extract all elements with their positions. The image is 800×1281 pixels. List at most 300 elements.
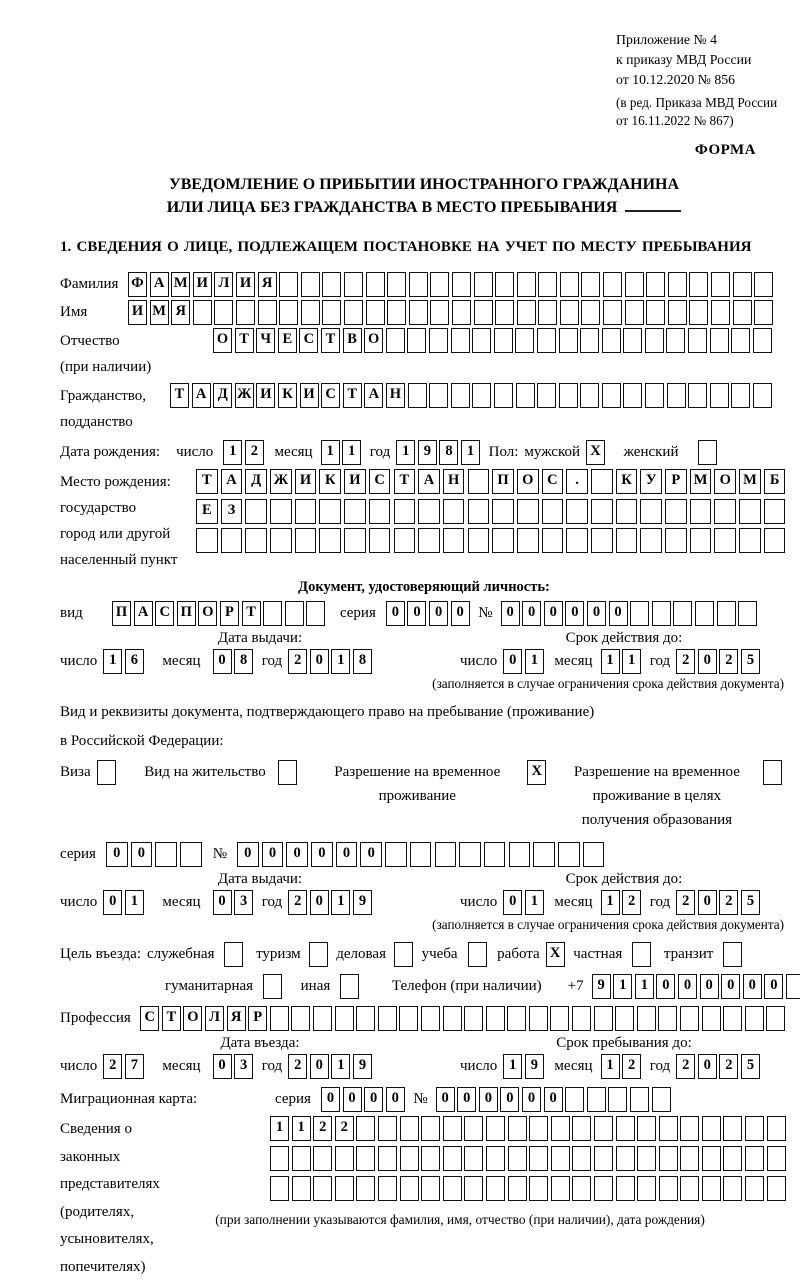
char-box[interactable] bbox=[292, 1176, 311, 1201]
char-box[interactable]: Р bbox=[220, 601, 239, 626]
char-box[interactable] bbox=[97, 760, 116, 785]
representatives-row1-boxes[interactable] bbox=[270, 1116, 800, 1141]
purpose-official-checkbox[interactable] bbox=[224, 942, 246, 967]
purpose-work-checkbox[interactable] bbox=[546, 942, 568, 967]
char-box[interactable]: 0 bbox=[451, 601, 470, 626]
char-box[interactable] bbox=[754, 272, 773, 297]
purpose-other-checkbox[interactable] bbox=[340, 974, 362, 999]
char-box[interactable] bbox=[399, 1006, 418, 1031]
char-box[interactable] bbox=[400, 1146, 419, 1171]
char-box[interactable] bbox=[517, 300, 536, 325]
char-box[interactable]: 1 bbox=[396, 440, 415, 465]
char-box[interactable] bbox=[394, 499, 416, 524]
representatives-row3-boxes[interactable] bbox=[270, 1176, 800, 1201]
char-box[interactable] bbox=[766, 1006, 785, 1031]
char-box[interactable] bbox=[688, 383, 707, 408]
char-box[interactable] bbox=[486, 1176, 505, 1201]
char-box[interactable] bbox=[443, 1146, 462, 1171]
char-box[interactable] bbox=[702, 1146, 721, 1171]
char-box[interactable] bbox=[542, 528, 564, 553]
char-box[interactable] bbox=[739, 528, 761, 553]
char-box[interactable]: Б bbox=[764, 469, 786, 494]
char-box[interactable] bbox=[698, 440, 717, 465]
char-box[interactable]: 0 bbox=[698, 649, 717, 674]
char-box[interactable] bbox=[344, 272, 363, 297]
char-box[interactable] bbox=[594, 1006, 613, 1031]
char-box[interactable]: С bbox=[140, 1006, 159, 1031]
char-box[interactable] bbox=[180, 842, 202, 867]
char-box[interactable]: 1 bbox=[223, 440, 242, 465]
char-box[interactable] bbox=[464, 1176, 483, 1201]
entry-day-boxes[interactable] bbox=[103, 1054, 146, 1079]
birthplace-row3-boxes[interactable] bbox=[196, 528, 789, 553]
char-box[interactable] bbox=[637, 1146, 656, 1171]
char-box[interactable] bbox=[767, 1116, 786, 1141]
char-box[interactable] bbox=[745, 1116, 764, 1141]
purpose-transit-checkbox[interactable] bbox=[723, 942, 745, 967]
char-box[interactable] bbox=[515, 328, 534, 353]
char-box[interactable]: Т bbox=[162, 1006, 181, 1031]
char-box[interactable] bbox=[714, 499, 736, 524]
char-box[interactable] bbox=[616, 528, 638, 553]
char-box[interactable]: М bbox=[690, 469, 712, 494]
char-box[interactable]: И bbox=[295, 469, 317, 494]
char-box[interactable] bbox=[378, 1176, 397, 1201]
char-box[interactable]: 1 bbox=[125, 890, 144, 915]
char-box[interactable] bbox=[468, 528, 490, 553]
char-box[interactable]: И bbox=[256, 383, 275, 408]
char-box[interactable]: К bbox=[616, 469, 638, 494]
char-box[interactable]: И bbox=[236, 272, 255, 297]
char-box[interactable]: 1 bbox=[342, 440, 361, 465]
char-box[interactable]: 0 bbox=[479, 1087, 498, 1112]
char-box[interactable] bbox=[659, 1146, 678, 1171]
char-box[interactable] bbox=[313, 1146, 332, 1171]
char-box[interactable]: С bbox=[369, 469, 391, 494]
char-box[interactable]: Н bbox=[443, 469, 465, 494]
char-box[interactable]: 2 bbox=[676, 890, 695, 915]
char-box[interactable] bbox=[615, 1006, 634, 1031]
char-box[interactable]: И bbox=[128, 300, 147, 325]
char-box[interactable]: 0 bbox=[503, 890, 522, 915]
char-box[interactable]: Т bbox=[170, 383, 189, 408]
char-box[interactable]: 0 bbox=[501, 601, 520, 626]
char-box[interactable] bbox=[702, 1176, 721, 1201]
char-box[interactable]: 5 bbox=[741, 649, 760, 674]
char-box[interactable]: 0 bbox=[336, 842, 358, 867]
char-box[interactable]: 0 bbox=[103, 890, 122, 915]
char-box[interactable]: 1 bbox=[503, 1054, 522, 1079]
char-box[interactable] bbox=[468, 469, 490, 494]
char-box[interactable] bbox=[270, 499, 292, 524]
char-box[interactable] bbox=[560, 300, 579, 325]
char-box[interactable] bbox=[680, 1176, 699, 1201]
char-box[interactable]: 1 bbox=[292, 1116, 311, 1141]
char-box[interactable] bbox=[559, 383, 578, 408]
char-box[interactable] bbox=[435, 842, 457, 867]
char-box[interactable] bbox=[452, 300, 471, 325]
char-box[interactable] bbox=[695, 601, 714, 626]
char-box[interactable]: 0 bbox=[698, 1054, 717, 1079]
char-box[interactable] bbox=[421, 1176, 440, 1201]
char-box[interactable]: 2 bbox=[719, 890, 738, 915]
char-box[interactable]: 2 bbox=[676, 1054, 695, 1079]
char-box[interactable] bbox=[688, 328, 707, 353]
char-box[interactable] bbox=[591, 528, 613, 553]
char-box[interactable] bbox=[263, 974, 282, 999]
vnj-checkbox[interactable] bbox=[278, 760, 300, 785]
char-box[interactable]: 2 bbox=[288, 649, 307, 674]
char-box[interactable]: А bbox=[134, 601, 153, 626]
char-box[interactable] bbox=[451, 383, 470, 408]
char-box[interactable] bbox=[369, 528, 391, 553]
char-box[interactable]: 9 bbox=[353, 1054, 372, 1079]
char-box[interactable]: 2 bbox=[103, 1054, 122, 1079]
char-box[interactable]: 1 bbox=[331, 1054, 350, 1079]
char-box[interactable] bbox=[581, 300, 600, 325]
char-box[interactable] bbox=[224, 942, 243, 967]
char-box[interactable]: Т bbox=[343, 383, 362, 408]
char-box[interactable]: 2 bbox=[313, 1116, 332, 1141]
char-box[interactable] bbox=[495, 300, 514, 325]
char-box[interactable]: 0 bbox=[522, 1087, 541, 1112]
char-box[interactable] bbox=[322, 300, 341, 325]
char-box[interactable] bbox=[529, 1176, 548, 1201]
char-box[interactable] bbox=[421, 1116, 440, 1141]
char-box[interactable]: 0 bbox=[131, 842, 153, 867]
char-box[interactable]: 2 bbox=[288, 1054, 307, 1079]
phone-boxes[interactable] bbox=[592, 974, 800, 999]
char-box[interactable]: А bbox=[192, 383, 211, 408]
char-box[interactable] bbox=[608, 1087, 627, 1112]
char-box[interactable]: Д bbox=[245, 469, 267, 494]
birth-year-boxes[interactable] bbox=[396, 440, 482, 465]
char-box[interactable] bbox=[468, 942, 487, 967]
char-box[interactable] bbox=[270, 528, 292, 553]
profession-boxes[interactable] bbox=[140, 1006, 788, 1031]
migration-card-seriya-boxes[interactable] bbox=[321, 1087, 407, 1112]
char-box[interactable]: 9 bbox=[418, 440, 437, 465]
char-box[interactable] bbox=[472, 328, 491, 353]
char-box[interactable] bbox=[430, 272, 449, 297]
char-box[interactable] bbox=[409, 272, 428, 297]
char-box[interactable] bbox=[400, 1116, 419, 1141]
char-box[interactable]: 0 bbox=[262, 842, 284, 867]
char-box[interactable] bbox=[356, 1176, 375, 1201]
char-box[interactable] bbox=[659, 1116, 678, 1141]
char-box[interactable] bbox=[665, 528, 687, 553]
char-box[interactable]: М bbox=[150, 300, 169, 325]
char-box[interactable]: 2 bbox=[622, 890, 641, 915]
char-box[interactable]: 2 bbox=[335, 1116, 354, 1141]
char-box[interactable] bbox=[680, 1146, 699, 1171]
purpose-business-checkbox[interactable] bbox=[394, 942, 416, 967]
char-box[interactable] bbox=[646, 300, 665, 325]
char-box[interactable] bbox=[279, 272, 298, 297]
char-box[interactable]: Е bbox=[278, 328, 297, 353]
char-box[interactable]: 3 bbox=[234, 890, 253, 915]
char-box[interactable] bbox=[731, 328, 750, 353]
migration-card-number-boxes[interactable] bbox=[436, 1087, 674, 1112]
char-box[interactable] bbox=[646, 272, 665, 297]
char-box[interactable] bbox=[690, 499, 712, 524]
char-box[interactable] bbox=[313, 1176, 332, 1201]
char-box[interactable] bbox=[306, 601, 325, 626]
char-box[interactable] bbox=[464, 1146, 483, 1171]
char-box[interactable] bbox=[602, 383, 621, 408]
char-box[interactable]: 0 bbox=[457, 1087, 476, 1112]
char-box[interactable]: 8 bbox=[439, 440, 458, 465]
char-box[interactable]: Т bbox=[196, 469, 218, 494]
char-box[interactable] bbox=[583, 842, 605, 867]
char-box[interactable] bbox=[542, 499, 564, 524]
char-box[interactable] bbox=[508, 1146, 527, 1171]
char-box[interactable] bbox=[285, 601, 304, 626]
char-box[interactable] bbox=[580, 328, 599, 353]
char-box[interactable]: Т bbox=[242, 601, 261, 626]
char-box[interactable] bbox=[572, 1176, 591, 1201]
char-box[interactable]: П bbox=[177, 601, 196, 626]
char-box[interactable]: З bbox=[221, 499, 243, 524]
char-box[interactable] bbox=[591, 499, 613, 524]
char-box[interactable] bbox=[551, 1176, 570, 1201]
char-box[interactable] bbox=[533, 842, 555, 867]
char-box[interactable]: 5 bbox=[741, 890, 760, 915]
char-box[interactable] bbox=[366, 300, 385, 325]
char-box[interactable] bbox=[408, 383, 427, 408]
char-box[interactable] bbox=[279, 300, 298, 325]
char-box[interactable] bbox=[214, 300, 233, 325]
char-box[interactable] bbox=[680, 1006, 699, 1031]
char-box[interactable]: 1 bbox=[321, 440, 340, 465]
char-box[interactable] bbox=[632, 942, 651, 967]
purpose-tourism-checkbox[interactable] bbox=[309, 942, 331, 967]
char-box[interactable] bbox=[486, 1146, 505, 1171]
char-box[interactable]: 1 bbox=[613, 974, 632, 999]
char-box[interactable]: 6 bbox=[125, 649, 144, 674]
id-number-boxes[interactable] bbox=[501, 601, 760, 626]
char-box[interactable] bbox=[711, 300, 730, 325]
char-box[interactable] bbox=[319, 528, 341, 553]
char-box[interactable]: 0 bbox=[364, 1087, 383, 1112]
char-box[interactable]: Н bbox=[386, 383, 405, 408]
char-box[interactable] bbox=[356, 1006, 375, 1031]
char-box[interactable] bbox=[407, 328, 426, 353]
char-box[interactable]: 1 bbox=[331, 649, 350, 674]
char-box[interactable]: X bbox=[527, 760, 546, 785]
char-box[interactable] bbox=[767, 1176, 786, 1201]
char-box[interactable] bbox=[529, 1116, 548, 1141]
char-box[interactable] bbox=[459, 842, 481, 867]
char-box[interactable] bbox=[572, 1116, 591, 1141]
char-box[interactable] bbox=[667, 383, 686, 408]
char-box[interactable] bbox=[430, 300, 449, 325]
char-box[interactable]: И bbox=[300, 383, 319, 408]
char-box[interactable] bbox=[623, 328, 642, 353]
char-box[interactable]: П bbox=[112, 601, 131, 626]
char-box[interactable] bbox=[594, 1116, 613, 1141]
char-box[interactable] bbox=[537, 328, 556, 353]
char-box[interactable]: 0 bbox=[587, 601, 606, 626]
char-box[interactable]: 0 bbox=[565, 601, 584, 626]
char-box[interactable] bbox=[356, 1116, 375, 1141]
char-box[interactable]: 0 bbox=[743, 974, 762, 999]
char-box[interactable]: 7 bbox=[125, 1054, 144, 1079]
char-box[interactable]: У bbox=[640, 469, 662, 494]
char-box[interactable] bbox=[565, 1087, 584, 1112]
char-box[interactable] bbox=[763, 760, 782, 785]
representatives-row2-boxes[interactable] bbox=[270, 1146, 800, 1171]
char-box[interactable] bbox=[344, 300, 363, 325]
char-box[interactable] bbox=[492, 499, 514, 524]
char-box[interactable] bbox=[443, 1116, 462, 1141]
char-box[interactable] bbox=[723, 1146, 742, 1171]
char-box[interactable] bbox=[714, 528, 736, 553]
char-box[interactable] bbox=[711, 272, 730, 297]
purpose-study-checkbox[interactable] bbox=[468, 942, 490, 967]
char-box[interactable] bbox=[764, 528, 786, 553]
char-box[interactable] bbox=[387, 272, 406, 297]
char-box[interactable]: 9 bbox=[592, 974, 611, 999]
char-box[interactable] bbox=[517, 499, 539, 524]
char-box[interactable] bbox=[421, 1146, 440, 1171]
char-box[interactable]: 2 bbox=[719, 649, 738, 674]
rvp-valid-month-boxes[interactable] bbox=[601, 890, 644, 915]
purpose-private-checkbox[interactable] bbox=[632, 942, 654, 967]
char-box[interactable] bbox=[551, 1146, 570, 1171]
char-box[interactable]: Я bbox=[258, 272, 277, 297]
char-box[interactable]: А bbox=[418, 469, 440, 494]
id-issue-day-boxes[interactable] bbox=[103, 649, 146, 674]
male-checkbox[interactable] bbox=[586, 440, 608, 465]
char-box[interactable] bbox=[754, 300, 773, 325]
char-box[interactable] bbox=[764, 499, 786, 524]
birth-day-boxes[interactable] bbox=[223, 440, 266, 465]
char-box[interactable] bbox=[452, 272, 471, 297]
rvp-seriya-boxes[interactable] bbox=[106, 842, 205, 867]
char-box[interactable]: 0 bbox=[522, 601, 541, 626]
char-box[interactable] bbox=[429, 383, 448, 408]
char-box[interactable] bbox=[559, 328, 578, 353]
char-box[interactable] bbox=[344, 499, 366, 524]
char-box[interactable] bbox=[196, 528, 218, 553]
char-box[interactable] bbox=[723, 1006, 742, 1031]
char-box[interactable] bbox=[464, 1116, 483, 1141]
char-box[interactable]: 2 bbox=[245, 440, 264, 465]
char-box[interactable] bbox=[495, 272, 514, 297]
char-box[interactable] bbox=[786, 974, 800, 999]
entry-month-boxes[interactable] bbox=[213, 1054, 256, 1079]
id-valid-month-boxes[interactable] bbox=[601, 649, 644, 674]
char-box[interactable] bbox=[680, 1116, 699, 1141]
char-box[interactable] bbox=[637, 1116, 656, 1141]
char-box[interactable]: 0 bbox=[106, 842, 128, 867]
char-box[interactable]: 1 bbox=[331, 890, 350, 915]
char-box[interactable]: 8 bbox=[234, 649, 253, 674]
char-box[interactable] bbox=[551, 1116, 570, 1141]
char-box[interactable]: . bbox=[566, 469, 588, 494]
rvp-issue-day-boxes[interactable] bbox=[103, 890, 146, 915]
char-box[interactable]: 0 bbox=[213, 649, 232, 674]
char-box[interactable]: 5 bbox=[741, 1054, 760, 1079]
char-box[interactable] bbox=[378, 1006, 397, 1031]
char-box[interactable] bbox=[668, 272, 687, 297]
char-box[interactable] bbox=[335, 1146, 354, 1171]
char-box[interactable] bbox=[591, 469, 613, 494]
char-box[interactable]: Л bbox=[214, 272, 233, 297]
rvp-edu-checkbox[interactable] bbox=[763, 760, 785, 785]
char-box[interactable]: 1 bbox=[270, 1116, 289, 1141]
char-box[interactable]: 0 bbox=[500, 1087, 519, 1112]
id-seriya-boxes[interactable] bbox=[386, 601, 472, 626]
char-box[interactable] bbox=[538, 300, 557, 325]
char-box[interactable]: И bbox=[193, 272, 212, 297]
char-box[interactable] bbox=[508, 1176, 527, 1201]
char-box[interactable] bbox=[236, 300, 255, 325]
char-box[interactable] bbox=[529, 1146, 548, 1171]
char-box[interactable]: С bbox=[321, 383, 340, 408]
char-box[interactable]: 2 bbox=[676, 649, 695, 674]
char-box[interactable] bbox=[529, 1006, 548, 1031]
birth-month-boxes[interactable] bbox=[321, 440, 364, 465]
char-box[interactable] bbox=[155, 842, 177, 867]
char-box[interactable] bbox=[474, 272, 493, 297]
char-box[interactable] bbox=[733, 300, 752, 325]
rvp-number-boxes[interactable] bbox=[237, 842, 607, 867]
char-box[interactable]: 1 bbox=[601, 890, 620, 915]
char-box[interactable]: 0 bbox=[678, 974, 697, 999]
char-box[interactable]: 0 bbox=[343, 1087, 362, 1112]
char-box[interactable] bbox=[616, 1116, 635, 1141]
char-box[interactable]: 2 bbox=[622, 1054, 641, 1079]
char-box[interactable] bbox=[394, 528, 416, 553]
char-box[interactable] bbox=[745, 1176, 764, 1201]
char-box[interactable] bbox=[560, 272, 579, 297]
char-box[interactable] bbox=[245, 528, 267, 553]
birthplace-row2-boxes[interactable] bbox=[196, 499, 789, 524]
char-box[interactable]: Ж bbox=[235, 383, 254, 408]
char-box[interactable] bbox=[508, 1116, 527, 1141]
char-box[interactable] bbox=[270, 1006, 289, 1031]
char-box[interactable]: Т bbox=[321, 328, 340, 353]
char-box[interactable]: 0 bbox=[700, 974, 719, 999]
char-box[interactable] bbox=[658, 1006, 677, 1031]
char-box[interactable] bbox=[221, 528, 243, 553]
patronymic-boxes[interactable] bbox=[213, 328, 774, 353]
char-box[interactable]: 2 bbox=[288, 890, 307, 915]
char-box[interactable] bbox=[270, 1176, 289, 1201]
char-box[interactable] bbox=[625, 272, 644, 297]
char-box[interactable] bbox=[270, 1146, 289, 1171]
char-box[interactable] bbox=[702, 1006, 721, 1031]
char-box[interactable]: Т bbox=[394, 469, 416, 494]
char-box[interactable]: 0 bbox=[310, 1054, 329, 1079]
char-box[interactable]: 0 bbox=[213, 890, 232, 915]
char-box[interactable]: 1 bbox=[103, 649, 122, 674]
char-box[interactable]: 0 bbox=[721, 974, 740, 999]
char-box[interactable] bbox=[484, 842, 506, 867]
char-box[interactable] bbox=[464, 1006, 483, 1031]
char-box[interactable]: 0 bbox=[544, 1087, 563, 1112]
char-box[interactable]: 1 bbox=[525, 649, 544, 674]
char-box[interactable] bbox=[645, 383, 664, 408]
char-box[interactable]: И bbox=[344, 469, 366, 494]
stay-day-boxes[interactable] bbox=[503, 1054, 546, 1079]
char-box[interactable]: 0 bbox=[386, 1087, 405, 1112]
char-box[interactable]: Е bbox=[196, 499, 218, 524]
rvp-checkbox[interactable] bbox=[527, 760, 549, 785]
char-box[interactable] bbox=[572, 1146, 591, 1171]
